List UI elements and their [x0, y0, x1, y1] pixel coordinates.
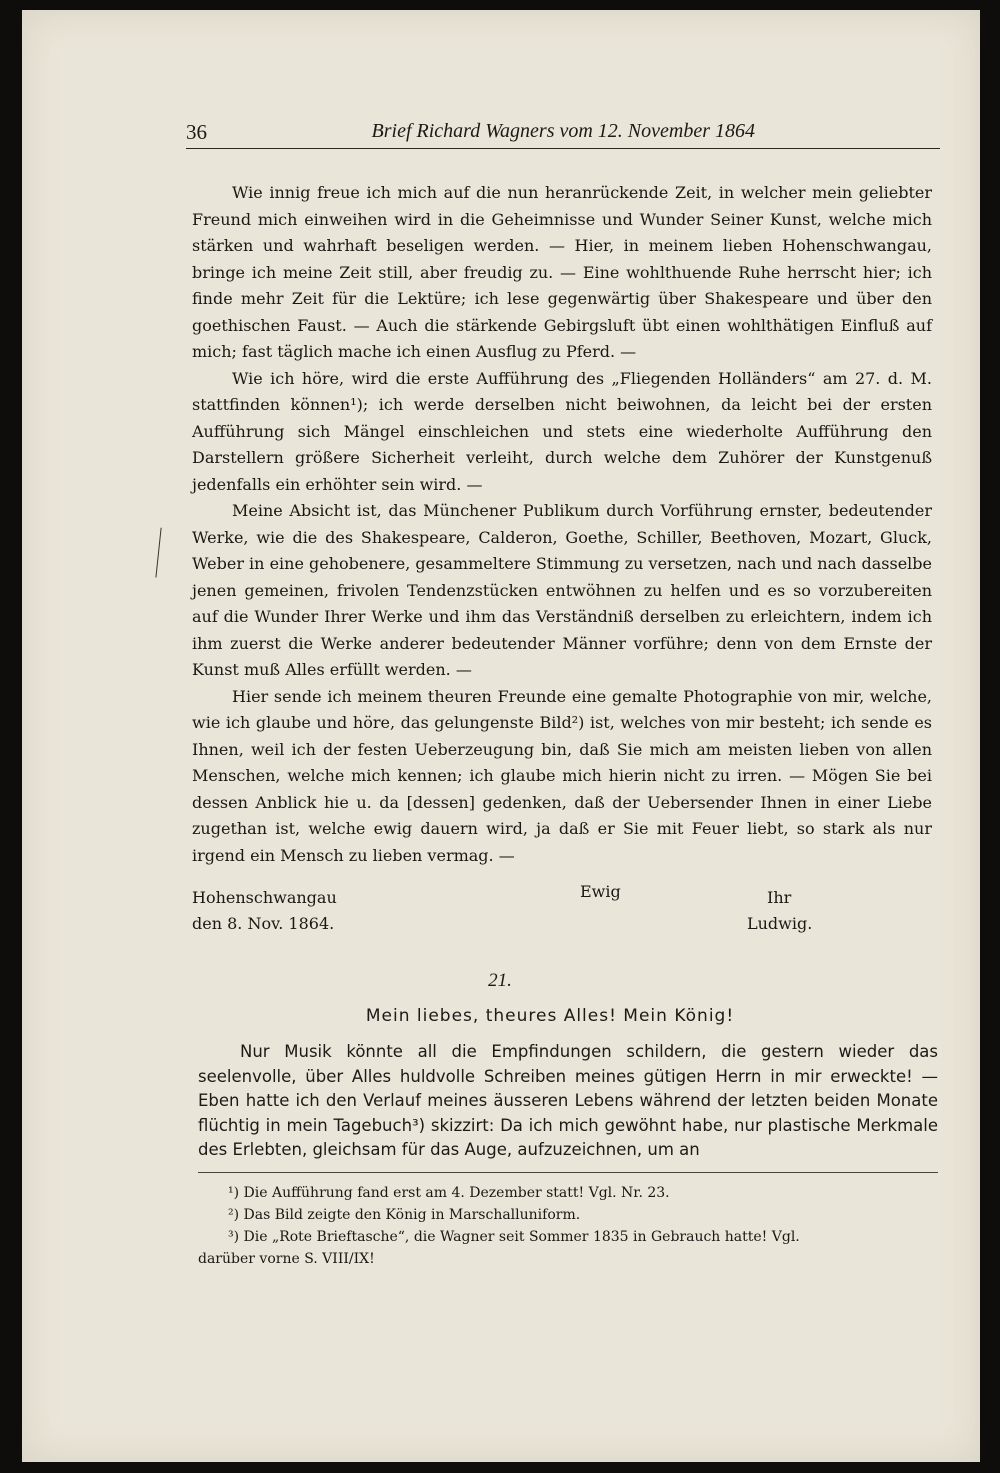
paragraph: Wie ich höre, wird die erste Aufführung des „Fliegenden Holländers“ am 27. d. M. stattfinden können¹); ich werde derselben nicht beiwohnen, da leicht bei der ersten Aufführung sich Mängel einschleichen und stets eine wiederholte Aufführung den Darstellern größere Sicherheit verleiht, durch welche dem Zuhörer der Kunstgenuß jedenfalls ein erhöhter sein wird. —	[192, 368, 932, 494]
footnote: ²) Das Bild zeigte den König in Marschalluniform.	[228, 1207, 581, 1223]
paragraph: Nur Musik könnte all die Empfindungen schildern, die gestern wieder das seelenvolle, über Alles huldvolle Schreiben meines gütigen Herrn in mir erweckte! — Eben hatte ich den Verlauf meines äusseren Lebens während der letzten beiden Monate flüchtig in mein Tagebuch³) skizzirt: Da ich mich gewöhnt habe, nur plastische Merkmale des Erlebten, gleichsam für das Auge, aufzuzeichnen, um an	[198, 1042, 938, 1159]
footnotes	[198, 1182, 948, 1270]
running-title: Brief Richard Wagners vom 12. November 1864	[371, 120, 755, 142]
page-number: 36	[186, 120, 207, 144]
footnote: ¹) Die Aufführung fand erst am 4. Dezember statt! Vgl. Nr. 23.	[228, 1185, 670, 1201]
paragraph: Wie innig freue ich mich auf die nun heranrückende Zeit, in welcher mein geliebter Freund mich einweihen wird in die Geheimnisse und Wunder Seiner Kunst, welche mich stärken und wahrhaft beseligen werden. — Hier, in meinem lieben Hohenschwangau, bringe ich meine Zeit still, aber freudig zu. — Eine wohlthuende Ruhe herrscht hier; ich finde mehr Zeit für die Lektüre; ich lese gegenwärtig über Shakespeare und über den goethischen Faust. — Auch die stärkende Gebirgsluft übt einen wohlthätigen Einfluß auf mich; fast täglich mache ich einen Ausflug zu Pferd. —	[192, 183, 932, 361]
paragraph: Hier sende ich meinem theuren Freunde eine gemalte Photographie von mir, welche, wie ich glaube und höre, das gelungenste Bild²) ist, welches von mir besteht; ich sende es Ihnen, weil ich der festen Ueberzeugung bin, daß Sie mich am meisten lieben von allen Menschen, welche mich kennen; ich glaube mich hierin nicht zu irren. — Mögen Sie bei dessen Anblick hie u. da [dessen] gedenken, daß der Uebersender Ihnen in einer Liebe zugethan ist, welche ewig dauern wird, ja daß er Sie mit Feuer liebt, so stark als nur irgend ein Mensch zu lieben vermag. —	[192, 686, 932, 865]
signature-name: Ludwig.	[747, 914, 813, 933]
letter-number: 21.	[488, 970, 512, 991]
signature-place: Hohenschwangau	[192, 888, 337, 907]
footnote-divider	[198, 1172, 938, 1173]
letter-salutation: Mein liebes, theures Alles! Mein König!	[365, 1006, 735, 1026]
paragraph: Meine Absicht ist, das Münchener Publikum durch Vorführung ernster, bedeutender Werke, wie die des Shakespeare, Calderon, Goethe, Schiller, Beethoven, Mozart, Gluck, Weber in eine gehobenere, gesammeltere Stimmung zu versetzen, nach und nach dasselbe jenen gemeinen, frivolen Tendenzstücken entwöhnen zu helfen und es so vorzubereiten auf die Wunder Ihrer Werke und ihm das Verständniß derselben zu erleichtern, indem ich ihm zuerst die Werke anderer bedeutender Männer vorführe; denn von dem Ernste der Kunst muß Alles erfüllt werden. —	[192, 501, 932, 679]
footnote-continuation: darüber vorne S. VIII/IX!	[198, 1251, 375, 1267]
signature-date: den 8. Nov. 1864.	[192, 914, 335, 933]
footnote: ³) Die „Rote Brieftasche“, die Wagner seit Sommer 1835 in Gebrauch hatte! Vgl.	[228, 1229, 800, 1245]
letter-21-body	[198, 1040, 938, 1163]
page-header	[186, 120, 940, 149]
letter-20-body	[192, 180, 932, 869]
signature-ewig: Ewig	[580, 882, 621, 901]
signature-ihr: Ihr	[767, 888, 792, 907]
letter-20-signature	[192, 882, 932, 942]
